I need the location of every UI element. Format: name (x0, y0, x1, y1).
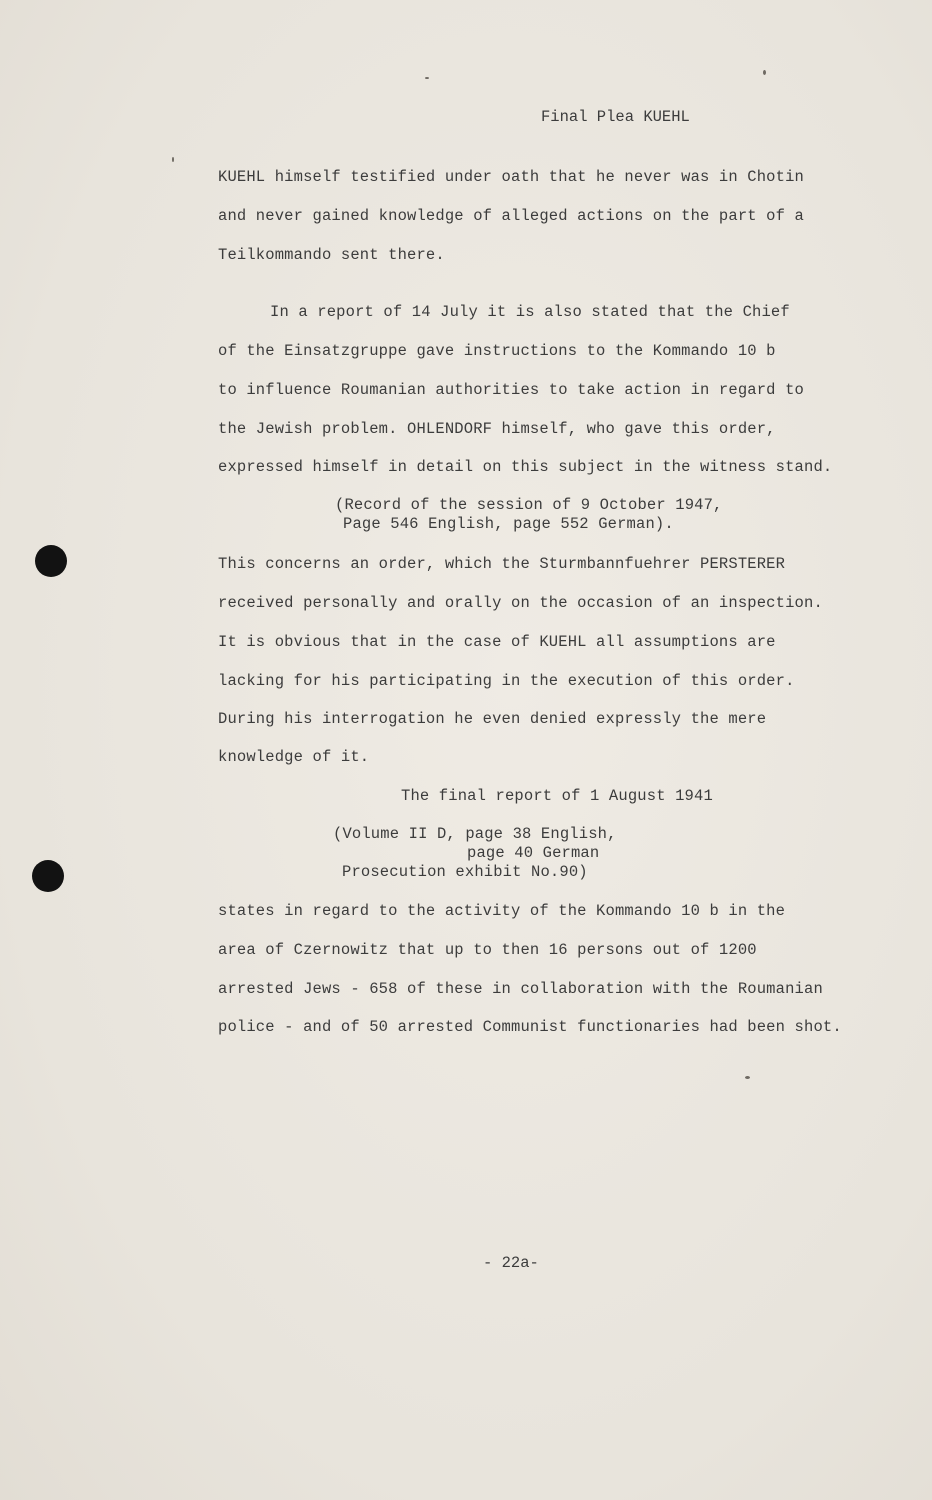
text-line: area of Czernowitz that up to then 16 persons out of 1200 (218, 941, 757, 959)
text-line: received personally and orally on the occasion of an inspection. (218, 594, 823, 612)
text-line: In a report of 14 July it is also stated that the Chief (270, 303, 790, 321)
text-line: expressed himself in detail on this subject in the witness stand. (218, 458, 833, 476)
punch-hole-top (35, 545, 67, 577)
page-number: - 22a- (483, 1254, 539, 1272)
text-line: lacking for his participating in the execution of this order. (218, 672, 795, 690)
page-header: Final Plea KUEHL (541, 108, 690, 126)
text-line: It is obvious that in the case of KUEHL all assumptions are (218, 633, 776, 651)
text-line: of the Einsatzgruppe gave instructions to the Kommando 10 b (218, 342, 776, 360)
text-line: Teilkommando sent there. (218, 246, 445, 264)
text-line: police - and of 50 arrested Communist functionaries had been shot. (218, 1018, 842, 1036)
text-line: KUEHL himself testified under oath that he never was in Chotin (218, 168, 804, 186)
citation-line: Prosecution exhibit No.90) (342, 863, 588, 881)
text-line: The final report of 1 August 1941 (401, 787, 713, 805)
text-line: During his interrogation he even denied expressly the mere (218, 710, 767, 728)
citation-line: Page 546 English, page 552 German). (343, 515, 674, 533)
paper-speck (172, 157, 174, 162)
text-line: states in regard to the activity of the Kommando 10 b in the (218, 902, 786, 920)
punch-hole-bottom (32, 860, 64, 892)
paper-speck (745, 1076, 750, 1079)
text-line: and never gained knowledge of alleged actions on the part of a (218, 207, 804, 225)
text-line: This concerns an order, which the Sturmbannfuehrer PERSTERER (218, 555, 786, 573)
text-line: knowledge of it. (218, 748, 370, 766)
citation-line: (Record of the session of 9 October 1947, (335, 496, 723, 514)
text-line: to influence Roumanian authorities to take action in regard to (218, 381, 804, 399)
citation-line: (Volume II D, page 38 English, (333, 825, 617, 843)
paper-speck (763, 70, 766, 75)
text-line: the Jewish problem. OHLENDORF himself, who gave this order, (218, 420, 776, 438)
paper-speck (425, 77, 429, 79)
citation-line: page 40 German (467, 844, 600, 862)
text-line: arrested Jews - 658 of these in collaboration with the Roumanian (218, 980, 823, 998)
